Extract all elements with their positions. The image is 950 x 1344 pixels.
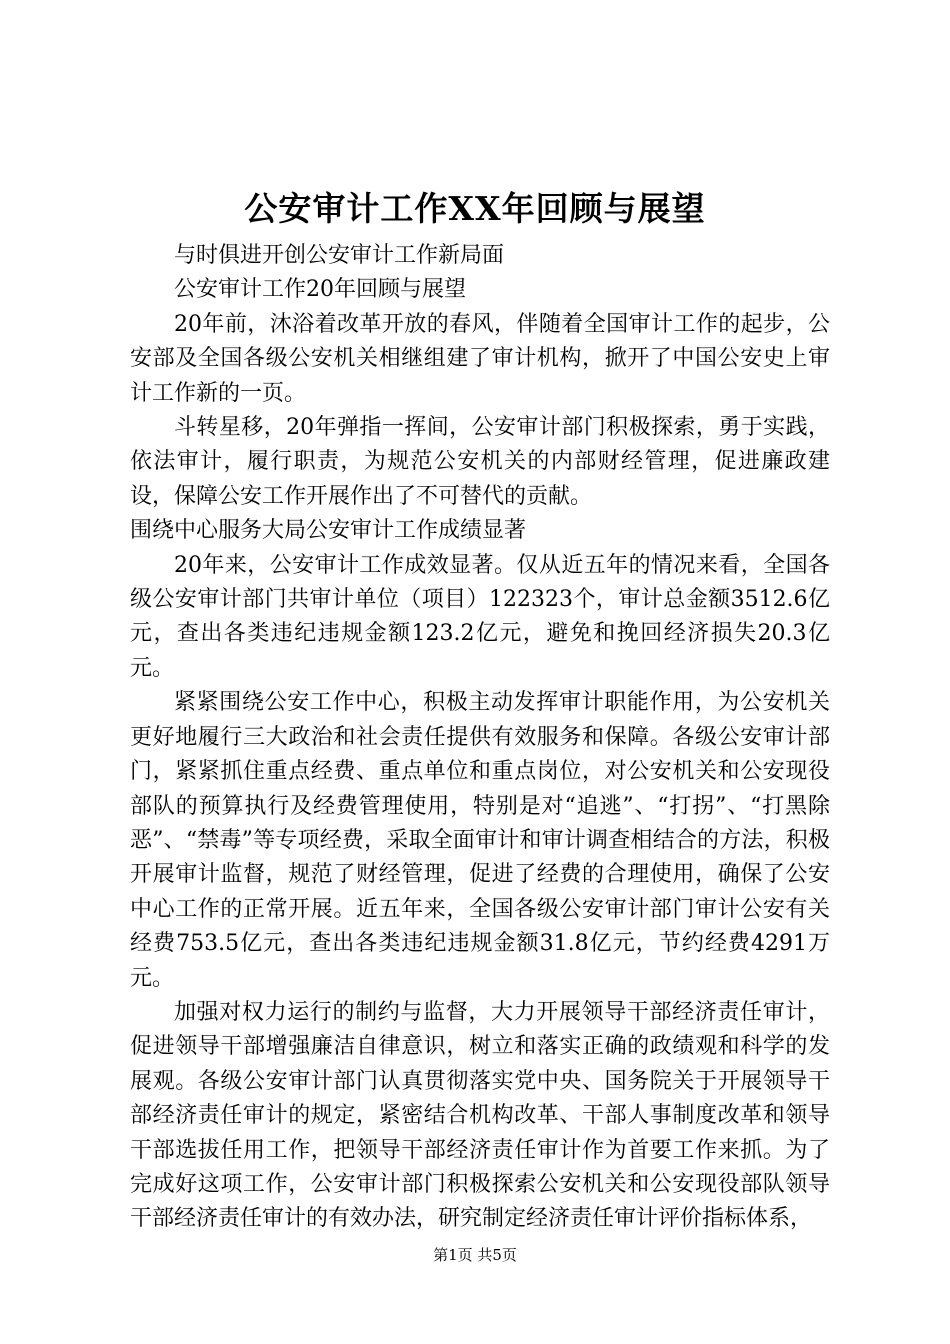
section-heading: 围绕中心服务大局公安审计工作成绩显著 — [130, 518, 527, 544]
paragraph: 公安审计工作20年回顾与展望 — [174, 277, 466, 303]
paragraph: 20年前，沐浴着改革开放的春风，伴随着全国审计工作的起步，公安部及全国各级公安机关相继组建了审计机构，掀开了中国公安史上审计工作新的一页。 — [130, 311, 830, 406]
page-number-footer: 第1页 共5页 — [433, 1246, 517, 1264]
paragraph: 斗转星移，20年弹指一挥间，公安审计部门积极探索，勇于实践，依法审计，履行职责，为规范公安机关的内部财经管理，促进廉政建设，保障公安工作开展作出了不可替代的贡献。 — [130, 415, 830, 509]
paragraph: 与时俱进开创公安审计工作新局面 — [174, 243, 505, 268]
document-body — [130, 239, 830, 1237]
document-title: 公安审计工作XX年回顾与展望 — [244, 189, 706, 228]
paragraph: 20年来，公安审计工作成效显著。仅从近五年的情况来看，全国各级公安审计部门共审计单位（项目）122323个，审计总金额3512.6亿元，查出各类违纪违规金额123.2亿元，避免和挽回经济损失20.3亿元。 — [130, 552, 830, 681]
paragraph: 加强对权力运行的制约与监督，大力开展领导干部经济责任审计，促进领导干部增强廉洁自律意识，树立和落实正确的政绩观和科学的发展观。各级公安审计部门认真贯彻落实党中央、国务院关于开展领导干部经济责任审计的规定，紧密结合机构改革、干部人事制度改革和领导干部选拔任用工作，把领导干部经济责任审计作为首要工作来抓。为了完成好这项工作，公安审计部门积极探索公安机关和公安现役部队领导干部经济责任审计的有效办法，研究制定经济责任审计评价指标体系， — [130, 999, 830, 1232]
paragraph: 紧紧围绕公安工作中心，积极主动发挥审计职能作用，为公安机关更好地履行三大政治和社会责任提供有效服务和保障。各级公安审计部门，紧紧抓住重点经费、重点单位和重点岗位，对公安机关和公安现役部队的预算执行及经费管理使用，特别是对“追逃”、“打拐”、“打黑除恶”、“禁毒”等专项经费，采取全面审计和审计调查相结合的方法，积极开展审计监督，规范了财经管理，促进了经费的合理使用，确保了公安中心工作的正常开展。近五年来，全国各级公安审计部门审计公安有关经费753.5亿元，查出各类违纪违规金额31.8亿元，节约经费4291万元。 — [130, 690, 830, 991]
